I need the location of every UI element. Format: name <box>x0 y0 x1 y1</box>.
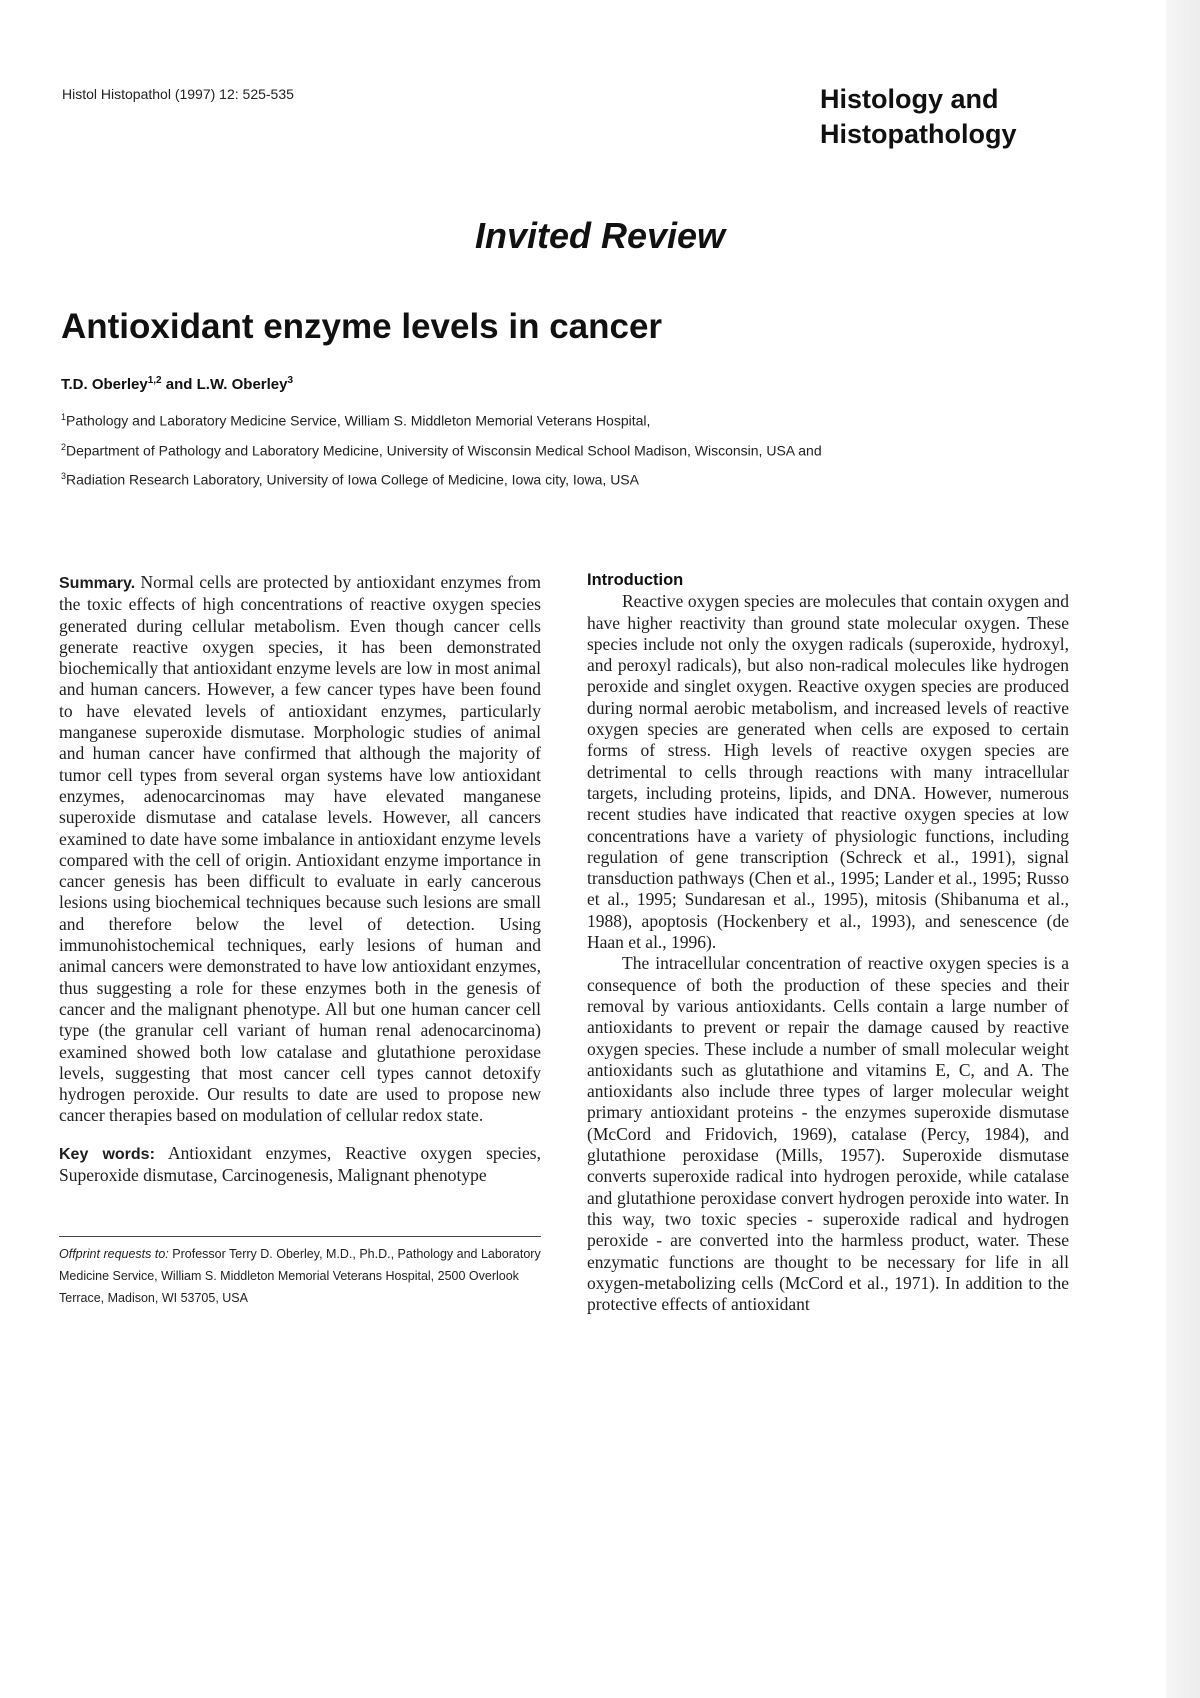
introduction-paragraph-2: The intracellular concentration of reactive oxygen species is a consequence of both the production of these species and their removal by various antioxidants. Cells contain a large number of antioxidants to prevent or repair the damage caused by reactive oxygen species. These include a number of small molecular weight antioxidants such as glutathione and vitamins E, C, and A. The antioxidants also include three types of larger molecular weight primary antioxidant proteins - the enzymes superoxide dismutase (McCord and Fridovich, 1969), catalase (Percy, 1984), and glutathione peroxidase (Mills, 1957). Superoxide dismutase converts superoxide radical into hydrogen peroxide, while catalase and glutathione peroxidase convert hydrogen peroxide into water. In this way, two toxic species - superoxide radical and hydrogen peroxide - are converted into the harmless product, water. These enzymatic functions are thought to be necessary for life in all oxygen-metabolizing cells (McCord et al., 1971). In addition to the protective effects of antioxidant <box>587 953 1069 1315</box>
affiliation-3 <box>61 463 822 493</box>
author-1: T.D. Oberley <box>61 376 148 393</box>
introduction-heading: Introduction <box>587 571 684 589</box>
affiliation-1 <box>61 404 822 434</box>
summary-text: Normal cells are protected by antioxidant enzymes from the toxic effects of high concentrations of reactive oxygen species generated during cellular metabolism. Even though cancer cells generate reactive oxygen species, it has been demonstrated biochemically that antioxidant enzyme levels are low in most animal and human cancers. However, a few cancer types have been found to have elevated levels of antioxidant enzymes, particularly manganese superoxide dismutase. Morphologic studies of animal and human cancer have confirmed that although the majority of tumor cell types from several organ systems have low antioxidant enzymes, adenocarcinomas may have elevated manganese superoxide dismutase and catalase levels. However, all cancers examined to date have some imbalance in antioxidant enzyme levels compared with the cell of origin. Antioxidant enzyme importance in cancer genesis has been difficult to evaluate in early cancerous lesions using biochemical techniques because such lesions are small and therefore below the level of detection. Using immunohistochemical techniques, early lesions of human and animal cancers were demonstrated to have low antioxidant enzymes, thus suggesting a role for these enzymes both in the genesis of cancer and the malignant phenotype. All but one human cancer cell type (the granular cell variant of human renal adenocarcinoma) examined showed both low catalase and glutathione peroxidase levels, suggesting that most cancer cell types cannot detoxify hydrogen peroxide. Our results to date are used to propose new cancer therapies based on modulation of cellular redox state. <box>59 572 542 1126</box>
author-2: L.W. Oberley <box>196 376 288 393</box>
affiliation-mark: 3 <box>61 471 67 482</box>
offprint-text: Professor Terry D. Oberley, M.D., Ph.D., Pathology and Laboratory Medicine Service, William S. Middleton Memorial Veterans Hospital, 2500 Overlook Terrace, Madison, WI 53705, USA <box>59 1247 541 1306</box>
keywords-paragraph <box>59 1143 541 1187</box>
left-column <box>59 572 541 1309</box>
affiliation-text: Radiation Research Laboratory, University of Iowa College of Medicine, Iowa city, Iowa, USA <box>66 471 639 488</box>
journal-name-line-1: Histology and <box>820 84 999 114</box>
offprint-label: Offprint requests to: <box>59 1247 169 1262</box>
offprint-footnote <box>59 1243 541 1309</box>
keywords-label: Key words: <box>59 1145 155 1163</box>
introduction-paragraph-1: Reactive oxygen species are molecules that contain oxygen and have higher reactivity than ground state molecular oxygen. These species include not only the oxygen radicals (superoxide, hydroxyl, and peroxyl radicals), but also non-radical molecules like hydrogen peroxide and singlet oxygen. Reactive oxygen species are produced during normal aerobic metabolism, and increased levels of reactive oxygen species are generated when cells are exposed to certain forms of stress. High levels of reactive oxygen species are detrimental to cells through reactions with many intracellular targets, including proteins, lipids, and DNA. However, numerous recent studies have indicated that reactive oxygen species at low concentrations have a variety of physiologic functions, including regulation of gene transcription (Schreck et al., 1991), signal transduction pathways (Chen et al., 1995; Lander et al., 1995; Russo et al., 1995; Sundaresan et al., 1995), mitosis (Shibanuma et al., 1988), apoptosis (Hockenbery et al., 1993), and senescence (de Haan et al., 1996). <box>587 591 1069 953</box>
author-line <box>61 375 293 393</box>
right-column <box>587 570 1069 1315</box>
affiliation-text: Pathology and Laboratory Medicine Service, William S. Middleton Memorial Veterans Hospital, <box>66 412 651 429</box>
author-joiner: and <box>161 376 197 393</box>
journal-name-line-2: Histopathology <box>820 119 1017 149</box>
journal-name <box>820 82 1080 152</box>
affiliation-2 <box>61 434 822 464</box>
article-title: Antioxidant enzyme levels in cancer <box>61 307 663 346</box>
affiliation-text: Department of Pathology and Laboratory Medicine, University of Wisconsin Medical School Madison, Wisconsin, USA and <box>66 442 822 459</box>
summary-paragraph <box>59 572 541 1127</box>
summary-label: Summary. <box>59 575 136 592</box>
affiliation-mark: 1 <box>61 412 67 422</box>
article-type: Invited Review <box>474 215 726 256</box>
keywords-text: Antioxidant enzymes, Reactive oxygen species, Superoxide dismutase, Carcinogenesis, Malignant phenotype <box>59 1142 541 1186</box>
author-2-affiliation-marks: 3 <box>287 375 294 386</box>
footnote-divider <box>59 1236 541 1237</box>
author-1-affiliation-marks: 1,2 <box>147 375 162 386</box>
journal-citation: Histol Histopathol (1997) 12: 525-535 <box>62 86 294 102</box>
affiliation-mark: 2 <box>61 441 67 452</box>
affiliations <box>61 404 822 493</box>
